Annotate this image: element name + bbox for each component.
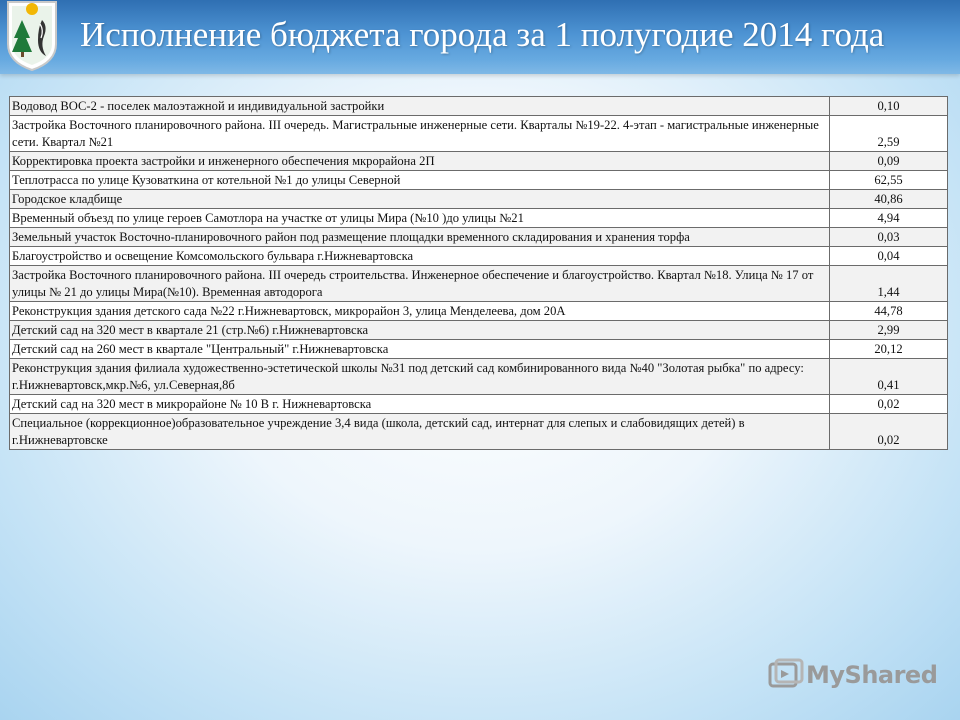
table-row [10, 302, 948, 321]
amount-cell: 0,10 [830, 97, 948, 116]
table-row [10, 152, 948, 171]
amount-cell: 2,99 [830, 321, 948, 340]
project-name-cell: Специальное (коррекционное)образовательное учреждение 3,4 вида (школа, детский сад, интернат для слепых и слабовидящих детей) в г.Нижневартовске [10, 414, 830, 450]
project-name-cell: Детский сад на 260 мест в квартале "Центральный" г.Нижневартовска [10, 340, 830, 359]
amount-cell: 1,44 [830, 266, 948, 302]
amount-cell: 0,02 [830, 414, 948, 450]
city-coat-of-arms-icon [4, 0, 60, 72]
project-name-cell: Теплотрасса по улице Кузоваткина от котельной №1 до улицы Северной [10, 171, 830, 190]
slide-title: Исполнение бюджета города за 1 полугодие 2014 года [80, 15, 885, 54]
table-row [10, 321, 948, 340]
amount-cell: 0,02 [830, 395, 948, 414]
table-row [10, 97, 948, 116]
project-name-cell: Застройка Восточного планировочного района. III очередь строительства. Инженерное обеспечение и благоустройство. Квартал №18. Улица № 17 от улицы № 21 до улицы Мира(№10). Временная автодорога [10, 266, 830, 302]
amount-cell: 4,94 [830, 209, 948, 228]
table-row [10, 359, 948, 395]
table-row [10, 190, 948, 209]
amount-cell: 0,09 [830, 152, 948, 171]
table-row [10, 171, 948, 190]
table-row [10, 340, 948, 359]
watermark-text: MyShared [806, 661, 938, 689]
amount-cell: 0,03 [830, 228, 948, 247]
amount-cell: 62,55 [830, 171, 948, 190]
amount-cell: 0,41 [830, 359, 948, 395]
project-name-cell: Застройка Восточного планировочного района. III очередь. Магистральные инженерные сети. Кварталы №19-22. 4-этап - магистральные инженерные сети. Квартал №21 [10, 116, 830, 152]
slide-header [0, 0, 960, 74]
project-name-cell: Реконструкция здания детского сада №22 г.Нижневартовск, микрорайон 3, улица Менделеева, дом 20А [10, 302, 830, 321]
amount-cell: 40,86 [830, 190, 948, 209]
amount-cell: 20,12 [830, 340, 948, 359]
table-row [10, 228, 948, 247]
myshared-watermark [768, 658, 938, 694]
budget-table [9, 96, 948, 450]
project-name-cell: Детский сад на 320 мест в микрорайоне № 10 В г. Нижневартовска [10, 395, 830, 414]
table-row [10, 266, 948, 302]
table-row [10, 209, 948, 228]
myshared-logo-icon [768, 658, 804, 694]
project-name-cell: Земельный участок Восточно-планировочного район под размещение площадки временного складирования и хранения торфа [10, 228, 830, 247]
project-name-cell: Корректировка проекта застройки и инженерного обеспечения мкрорайона 2П [10, 152, 830, 171]
table-row [10, 247, 948, 266]
project-name-cell: Детский сад на 320 мест в квартале 21 (стр.№6) г.Нижневартовска [10, 321, 830, 340]
table-row [10, 116, 948, 152]
project-name-cell: Временный объезд по улице героев Самотлора на участке от улицы Мира (№10 )до улицы №21 [10, 209, 830, 228]
table-row [10, 414, 948, 450]
project-name-cell: Благоустройство и освещение Комсомольского бульвара г.Нижневартовска [10, 247, 830, 266]
amount-cell: 2,59 [830, 116, 948, 152]
project-name-cell: Водовод ВОС-2 - поселек малоэтажной и индивидуальной застройки [10, 97, 830, 116]
project-name-cell: Реконструкция здания филиала художественно-эстетической школы №31 под детский сад комбинированного вида №40 "Золотая рыбка" по адресу: г.Нижневартовск,мкр.№6, ул.Северная,8б [10, 359, 830, 395]
table-row [10, 395, 948, 414]
amount-cell: 44,78 [830, 302, 948, 321]
amount-cell: 0,04 [830, 247, 948, 266]
project-name-cell: Городское кладбище [10, 190, 830, 209]
